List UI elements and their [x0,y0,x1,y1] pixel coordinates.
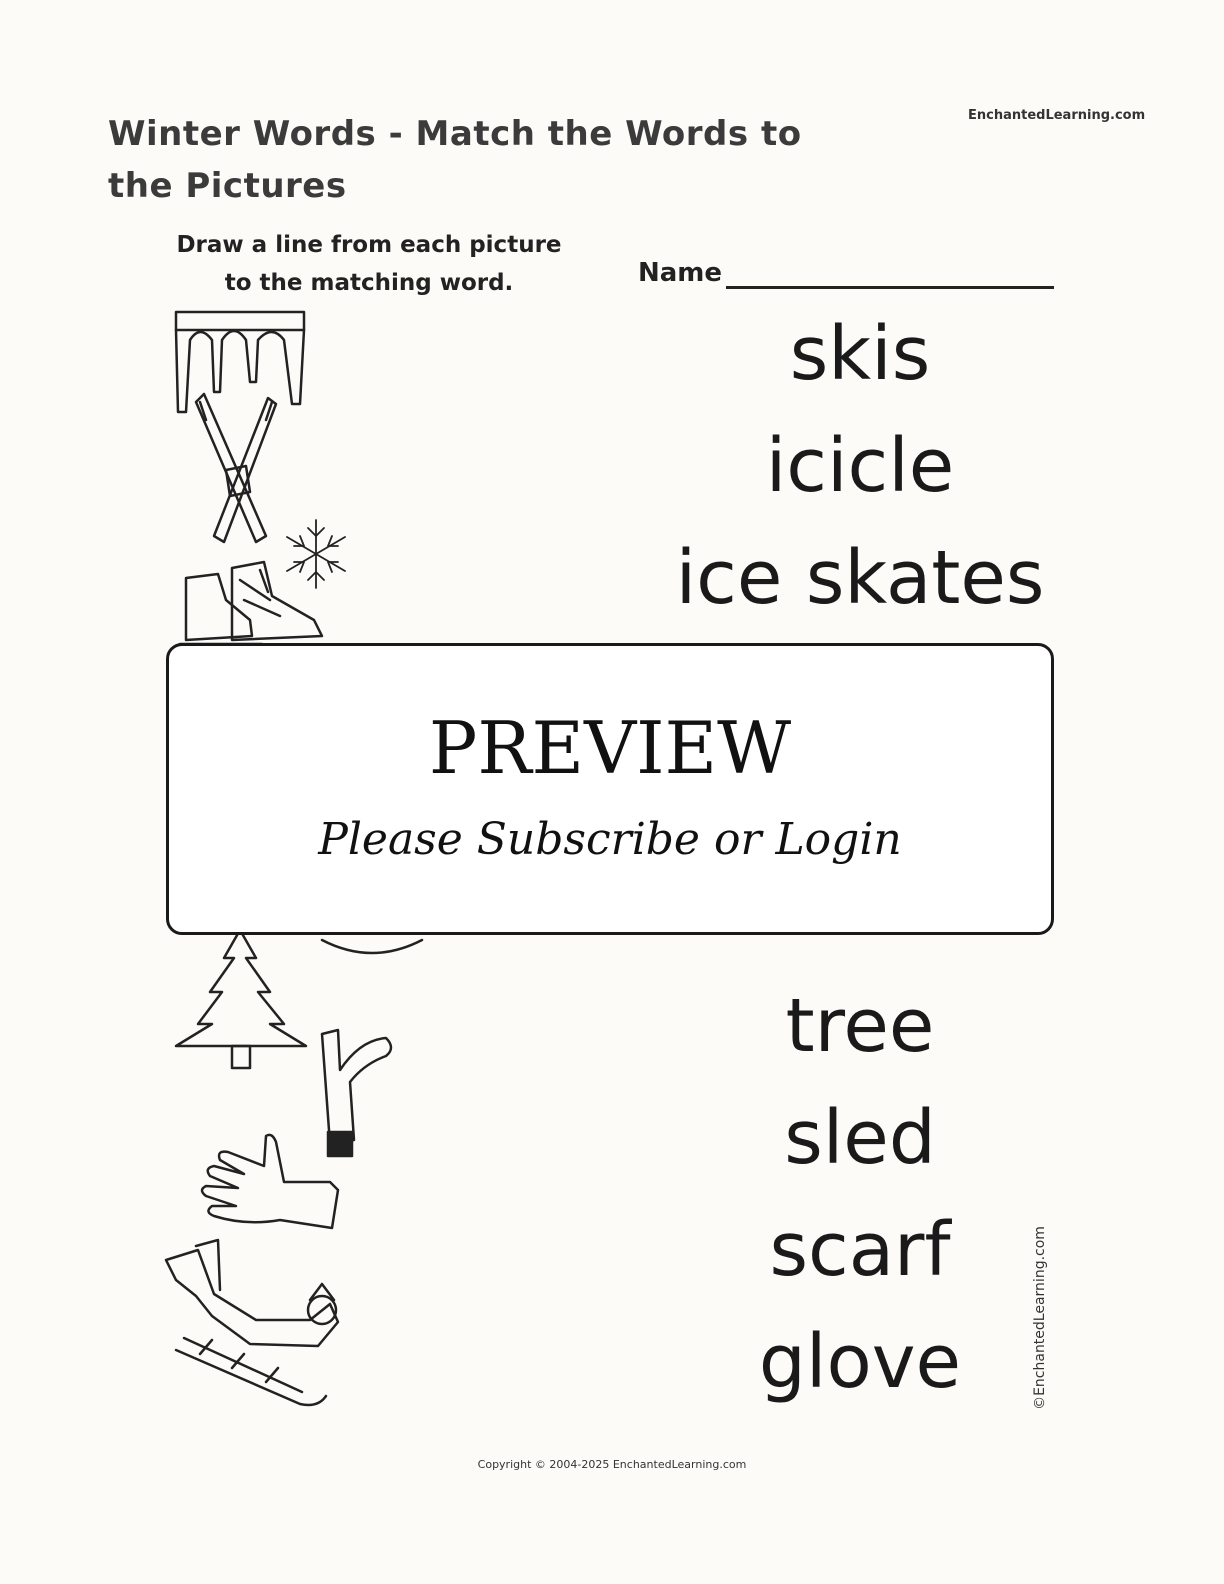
snowflake-icon [287,520,345,588]
word-glove: glove [758,1319,962,1405]
preview-overlay[interactable] [166,643,1054,935]
icicle-icon [176,312,304,412]
word-scarf: scarf [769,1207,951,1293]
word-sled: sled [784,1095,936,1181]
word-icicle: icicle [765,423,955,509]
word-tree: tree [785,983,935,1069]
skis-icon [196,394,276,542]
footer-copyright: Copyright © 2004-2025 EnchantedLearning.com [477,1458,747,1471]
word-ice-skates: ice skates [675,535,1045,621]
page-title: Winter Words - Match the Words to the Pictures [108,114,802,206]
sled-icon [166,1240,338,1405]
snowman-body-peek [322,940,422,953]
scarf-icon [322,1030,391,1156]
glove-icon [202,1135,338,1228]
tree-icon [176,930,306,1068]
instructions: Draw a line from each picture to the matching word. [176,232,562,296]
site-label[interactable]: EnchantedLearning.com [968,108,1146,123]
subscribe-login-link[interactable]: Please Subscribe or Login [318,814,902,865]
ice-skates-icon [180,562,330,646]
name-label: Name [638,258,723,288]
side-copyright: ©EnchantedLearning.com [1032,1226,1048,1410]
word-skis: skis [789,311,931,397]
preview-title: PREVIEW [428,706,792,790]
